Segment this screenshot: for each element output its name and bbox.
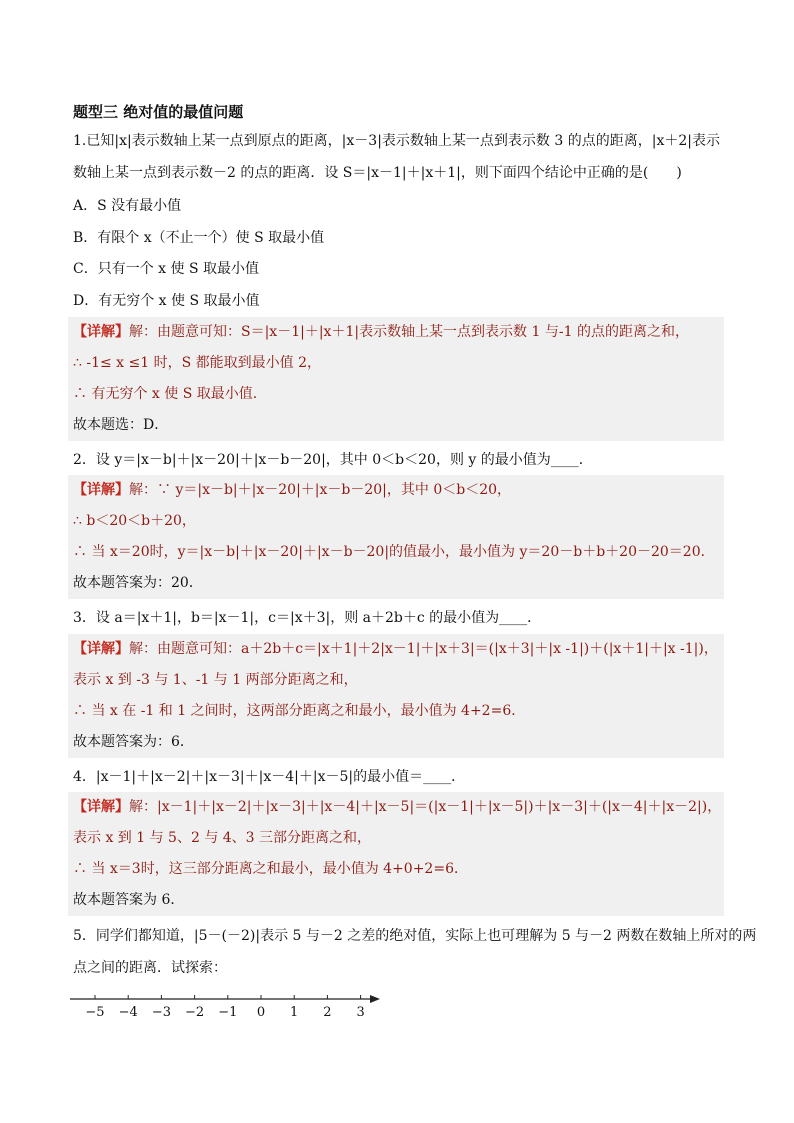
number-line bbox=[68, 985, 388, 1025]
answer-tag: 【详解】 bbox=[73, 799, 129, 815]
q4-answer-text1: 解：|x－1|＋|x－2|＋|x－3|＋|x－4|＋|x－5|＝(|x－1|＋|x－5|)＋|x－3|＋(|x－4|＋|x－2|)， bbox=[129, 799, 722, 815]
q1-answer-line3: ∴ 有无穷个 x 使 S 取最小值． bbox=[73, 386, 267, 402]
answer-tag: 【详解】 bbox=[73, 324, 129, 340]
q3-answer-line4: 故本题答案为：6． bbox=[73, 734, 194, 750]
number-line-tick-label: 3 bbox=[356, 1005, 365, 1020]
q3-answer-line3: ∴ 当 x 在 -1 和 1 之间时，这两部分距离之和最小，最小值为 4+2=6． bbox=[73, 703, 526, 719]
q1-answer-text1: 解：由题意可知：S＝|x－1|＋|x＋1|表示数轴上某一点到表示数 1 与-1 的点的距离之和， bbox=[129, 324, 689, 340]
q2-answer-line3: ∴ 当 x＝20时，y＝|x－b|＋|x－20|＋|x－b－20|的值最小，最小值为 y＝20－b＋b＋20－20＝20． bbox=[73, 544, 715, 560]
q4-answer-box bbox=[68, 792, 724, 916]
q4-answer-line2: 表示 x 到 1 与 5、2 与 4、3 三部分距离之和， bbox=[73, 830, 372, 846]
q1-option-b: B．有限个 x（不止一个）使 S 取最小值 bbox=[73, 230, 325, 246]
q1-answer-line1 bbox=[68, 317, 724, 348]
section-title: 题型三 绝对值的最值问题 bbox=[73, 103, 244, 121]
q4-answer-line4: 故本题答案为 6． bbox=[73, 892, 185, 908]
q1-option-d: D．有无穷个 x 使 S 取最小值 bbox=[73, 293, 260, 309]
q2-stem: 2．设 y＝|x－b|＋|x－20|＋|x－b－20|，其中 0＜b＜20，则 y 的最小值为____． bbox=[73, 452, 593, 468]
q5-stem-line1: 5．同学们都知道，|5－(－2)|表示 5 与－2 之差的绝对值，实际上也可理解为 5 与－2 两数在数轴上所对的两 bbox=[73, 928, 757, 944]
number-line-tick-label: −1 bbox=[218, 1005, 238, 1020]
q2-answer-line4: 故本题答案为：20． bbox=[73, 575, 203, 591]
q1-answer-line2: ∴ -1≤ x ≤1 时，S 都能取到最小值 2， bbox=[73, 355, 322, 371]
number-line-tick-label: −2 bbox=[185, 1005, 205, 1020]
q4-stem: 4．|x－1|＋|x－2|＋|x－3|＋|x－4|＋|x－5|的最小值＝____． bbox=[73, 769, 466, 785]
number-line-tick-label: 0 bbox=[256, 1005, 266, 1020]
number-line-tick-label: −4 bbox=[118, 1005, 138, 1020]
q2-answer-line2: ∴ b＜20＜b＋20， bbox=[73, 513, 196, 529]
q5-stem-line2: 点之间的距离．试探索： bbox=[73, 960, 227, 976]
q4-answer-line3: ∴ 当 x＝3时，这三部分距离之和最小，最小值为 4+0+2=6． bbox=[73, 861, 468, 877]
number-line-tick-label: 2 bbox=[323, 1005, 332, 1020]
q3-answer-box bbox=[68, 634, 724, 758]
q3-stem: 3．设 a＝|x＋1|，b＝|x－1|，c＝|x＋3|，则 a＋2b＋c 的最小值为____． bbox=[73, 610, 542, 626]
q3-answer-line1 bbox=[68, 634, 724, 665]
q2-answer-line1 bbox=[68, 475, 724, 506]
answer-tag: 【详解】 bbox=[73, 482, 129, 498]
q1-answer-line4: 故本题选：D． bbox=[73, 417, 169, 433]
q1-option-c: C．只有一个 x 使 S 取最小值 bbox=[73, 261, 259, 277]
number-line-tick-label: −5 bbox=[85, 1005, 105, 1020]
q1-answer-box bbox=[68, 317, 724, 441]
q3-answer-line2: 表示 x 到 -3 与 1、-1 与 1 两部分距离之和， bbox=[73, 672, 358, 688]
number-line-tick-label: −3 bbox=[151, 1005, 171, 1020]
answer-tag: 【详解】 bbox=[73, 641, 129, 657]
q2-answer-text1: 解：∵ y＝|x－b|＋|x－20|＋|x－b－20|，其中 0＜b＜20， bbox=[129, 482, 512, 498]
number-line-arrow bbox=[370, 995, 380, 1003]
q4-answer-line1 bbox=[68, 792, 724, 823]
number-line-tick-label: 1 bbox=[290, 1005, 299, 1020]
q1-stem-line2: 数轴上某一点到表示数－2 的点的距离．设 S＝|x－1|＋|x＋1|，则下面四个结论中正确的是( ) bbox=[73, 165, 682, 181]
q1-stem-line1: 1.已知|x|表示数轴上某一点到原点的距离，|x－3|表示数轴上某一点到表示数 3 的点的距离，|x＋2|表示 bbox=[73, 133, 720, 149]
q3-answer-text1: 解：由题意可知：a＋2b＋c＝|x＋1|＋2|x－1|＋|x＋3|＝(|x＋3|＋|x -1|)＋(|x＋1|＋|x -1|)， bbox=[129, 641, 718, 657]
q1-option-a: A．S 没有最小值 bbox=[73, 198, 182, 214]
q2-answer-box bbox=[68, 475, 724, 599]
